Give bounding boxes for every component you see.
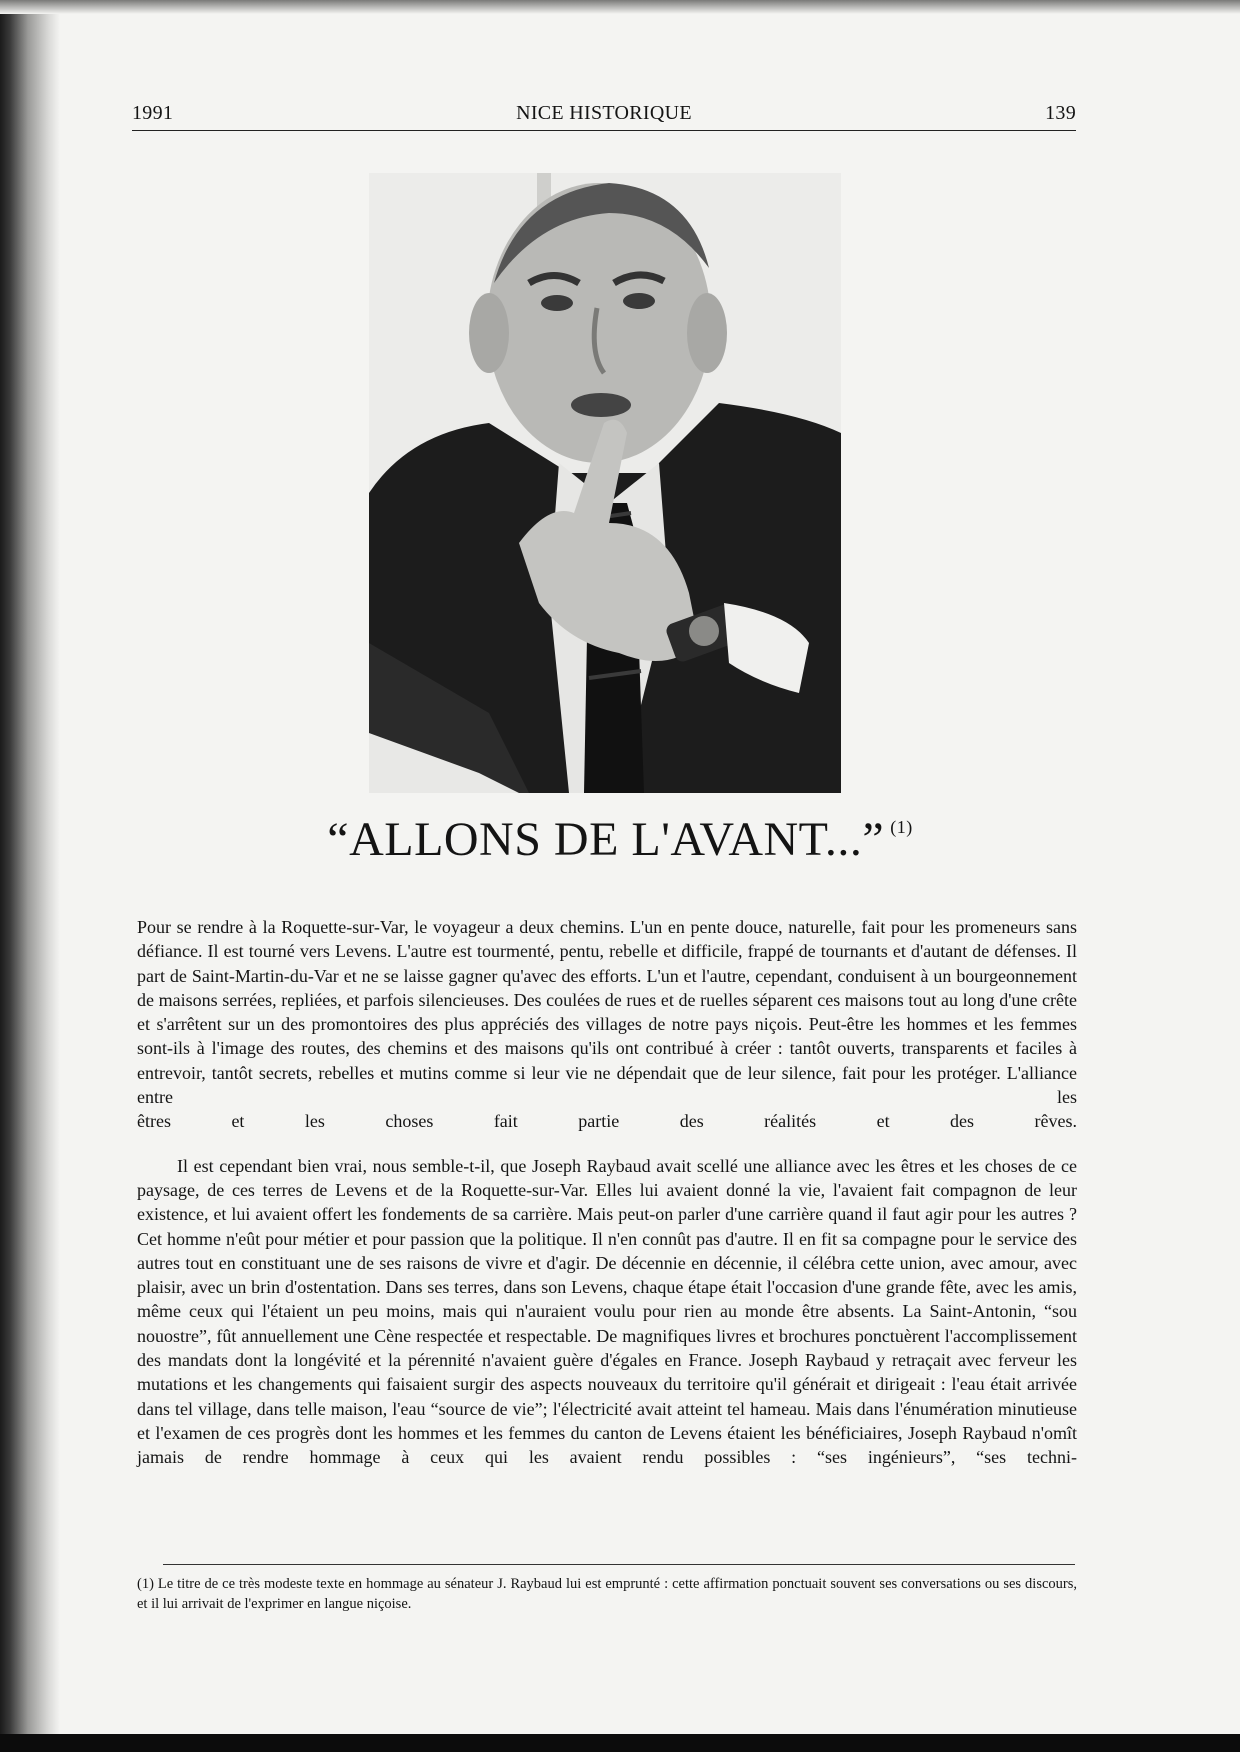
page-number: 139	[1045, 102, 1076, 124]
portrait-illustration	[369, 173, 841, 793]
page-binding-shadow	[0, 0, 60, 1752]
title-footnote-marker: (1)	[890, 817, 913, 837]
paragraph-1-text: Pour se rendre à la Roquette-sur-Var, le voyageur a deux chemins. L'un en pente douce, naturelle, fait pour les promeneurs sans défiance. Il est tourné vers Levens. L'autre est tourmenté, pentu, rebelle et difficile, frappé de tournants et d'autant de défenses. Il part de Saint-Martin-du-Var et ne se laisse gagner qu'avec des efforts. L'un et l'autre, cependant, conduisent à un bourgeonnement de maisons serrées, repliées, et parfois silencieuses. Des coulées de rues et de ruelles séparent ces maisons tout au long d'une crête et s'arrêtent sur un des promontoires des plus appréciés des villages de notre pays niçois. Peut-être les hommes et les femmes sont-ils à l'image des routes, des chemins et des maisons qu'ils ont contribué à créer : tantôt ouverts, transparents et faciles à entrevoir, tantôt secrets, rebelles et mutins comme si leur vie ne dépendait que de leur silence, fait pour les protéger. L'alliance entre les	[137, 917, 1077, 1108]
page-top-edge	[0, 0, 1240, 14]
page-bottom-edge	[0, 1734, 1240, 1752]
paragraph-1	[137, 915, 1077, 1134]
footnote: (1) Le titre de ce très modeste texte en hommage au sénateur J. Raybaud lui est emprunté : cette affirmation ponctuait souvent ses conversations ou ses discours, et il lui arrivait de l'exprimer en langue niçoise.	[137, 1576, 1077, 1612]
portrait-photo	[369, 173, 841, 793]
article-body	[137, 915, 1077, 1470]
running-header	[132, 102, 1076, 131]
footnote-divider	[163, 1564, 1075, 1565]
article-title	[120, 812, 1120, 867]
paragraph-2: Il est cependant bien vrai, nous semble-t-il, que Joseph Raybaud avait scellé une alliance avec les êtres et les choses de ce paysage, de ces terres de Levens et de la Roquette-sur-Var. Elles lui avaient donné la vie, l'avaient fait compagnon de leur existence, et lui avaient offert les fondements de sa carrière. Mais peut-on parler d'une carrière quand il faut agir pour les autres ? Cet homme n'eût pour métier et pour passion que la politique. Il n'en connût pas d'autre. Il en fit sa compagne pour le service des autres tout en constituant une de ses raisons de vivre et d'agir. De décennie en décennie, il célébra cette union, avec amour, avec plaisir, avec un brin d'ostentation. Dans ses terres, dans son Levens, chaque étape était l'occasion d'une grande fête, avec les amis, même ceux qui l'étaient un peu moins, mais qui n'auraient voulu pour rien au monde être absents. La Saint-Antonin, “sou nouostre”, fût annuellement une Cène respectée et respectable. De magnifiques livres et brochures ponctuèrent l'accomplissement des mandats dont la longévité et la pérennité n'avaient guère d'égales en France. Joseph Raybaud y retraçait avec ferveur les mutations et les changements qui faisaient surgir des aspects nouveaux du territoire qu'il générait et dirigeait : l'eau était arrivée dans tel village, dans telle maison, l'eau “source de vie”; l'électricité avait atteint tel hameau. Mais dans l'énumération minutieuse et l'examen de ces progrès dont les hommes et les femmes du canton de Levens étaient les bénéficiaires, Joseph Raybaud n'omît jamais de rendre hommage à ceux qui les avaient rendu possibles : “ses ingénieurs”, “ses techni-	[137, 1155, 1077, 1468]
journal-title: NICE HISTORIQUE	[516, 102, 692, 124]
header-year: 1991	[132, 102, 174, 124]
article-title-text: “ALLONS DE L'AVANT...”	[327, 813, 885, 866]
paragraph-1-last-line: êtres et les choses fait partie des réalités et des rêves.	[137, 1111, 1077, 1132]
